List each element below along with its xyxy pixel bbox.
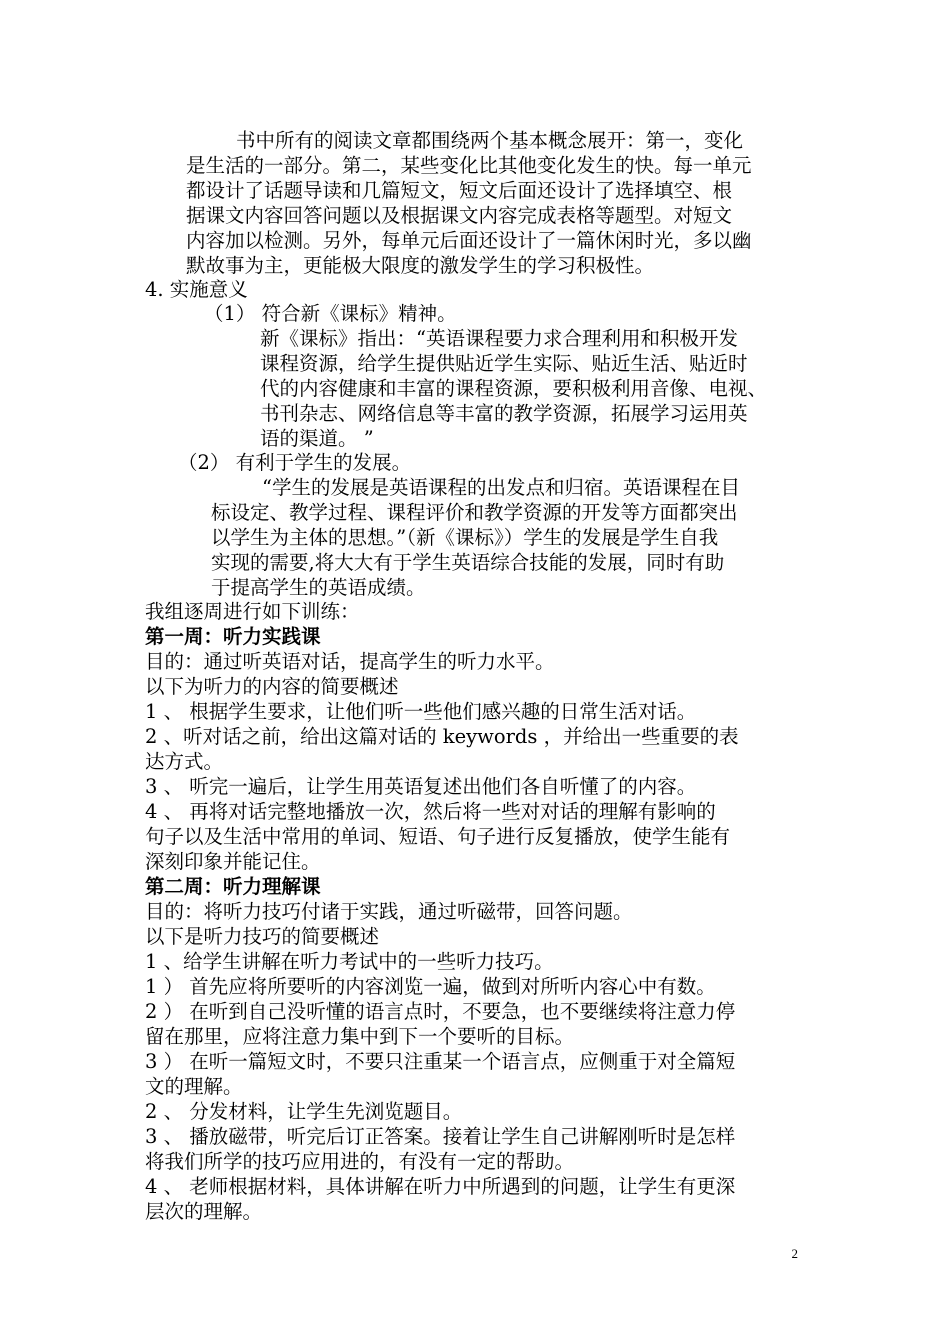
week-line: 深刻印象并能记住。 [145, 850, 321, 873]
item-title: （1） 符合新《课标》精神。 [204, 302, 457, 325]
intro-line: 都设计了话题导读和几篇短文，短文后面还设计了选择填空、根 [186, 179, 733, 202]
week-line: 句子以及生活中常用的单词、短语、句子进行反复播放，使学生能有 [145, 825, 731, 848]
item-title: （2） 有利于学生的发展。 [178, 451, 412, 474]
week-line: 以下是听力技巧的简要概述 [145, 925, 380, 948]
item-line: 实现的需要,将大大有于学生英语综合技能的发展，同时有助 [211, 551, 725, 574]
item-line: 标设定、教学过程、课程评价和教学资源的开发等方面都突出 [211, 501, 738, 524]
training-intro: 我组逐周进行如下训练： [145, 600, 360, 623]
week-heading: 第二周：听力理解课 [145, 875, 321, 898]
week-line: 3 、 播放磁带，听完后订正答案。接着让学生自己讲解刚听时是怎样 [145, 1125, 736, 1148]
week-line: 2 ） 在听到自己没听懂的语言点时，不要急，也不要继续将注意力停 [145, 1000, 736, 1023]
week-line: 目的：通过听英语对话，提高学生的听力水平。 [145, 650, 555, 673]
week-line: 层次的理解。 [145, 1200, 263, 1223]
intro-line: 据课文内容回答问题以及根据课文内容完成表格等题型。对短文 [186, 204, 733, 227]
intro-line: 是生活的一部分。第二，某些变化比其他变化发生的快。每一单元 [186, 154, 752, 177]
section-heading: 4. 实施意义 [145, 278, 248, 301]
intro-line: 默故事为主，更能极大限度的激发学生的学习积极性。 [186, 254, 655, 277]
intro-line: 内容加以检测。另外，每单元后面还设计了一篇休闲时光，多以幽 [186, 229, 752, 252]
item-line: 新《课标》指出：“英语课程要力求合理利用和积极开发 [260, 327, 738, 350]
item-line: 代的内容健康和丰富的课程资源，要积极利用音像、电视、 [260, 377, 768, 400]
item-line: “学生的发展是英语课程的出发点和归宿。英语课程在目 [262, 476, 740, 499]
intro-line: 书中所有的阅读文章都围绕两个基本概念展开：第一，变化 [236, 129, 744, 152]
item-line: 于提高学生的英语成绩。 [211, 576, 426, 599]
week-line: 2 、听对话之前，给出这篇对话的 keywords ，并给出一些重要的表 [145, 725, 739, 748]
week-line: 4 、 再将对话完整地播放一次，然后将一些对对话的理解有影响的 [145, 800, 716, 823]
week-line: 达方式。 [145, 750, 224, 773]
item-line: 语的渠道。 ” [260, 427, 374, 450]
week-line: 4 、 老师根据材料，具体讲解在听力中所遇到的问题，让学生有更深 [145, 1175, 736, 1198]
week-line: 1 、给学生讲解在听力考试中的一些听力技巧。 [145, 950, 554, 973]
week-line: 将我们所学的技巧应用进的，有没有一定的帮助。 [145, 1150, 575, 1173]
week-line: 以下为听力的内容的简要概述 [145, 675, 399, 698]
item-line: 以学生为主体的思想。”（新《课标》）学生的发展是学生自我 [211, 526, 719, 549]
week-line: 2 、 分发材料，让学生先浏览题目。 [145, 1100, 463, 1123]
week-heading: 第一周：听力实践课 [145, 625, 321, 648]
item-line: 书刊杂志、网络信息等丰富的教学资源，拓展学习运用英 [260, 402, 748, 425]
week-line: 目的：将听力技巧付诸于实践，通过听磁带，回答问题。 [145, 900, 633, 923]
week-line: 3 、 听完一遍后，让学生用英语复述出他们各自听懂了的内容。 [145, 775, 697, 798]
week-line: 1 ） 首先应将所要听的内容浏览一遍，做到对所听内容心中有数。 [145, 975, 716, 998]
item-line: 课程资源，给学生提供贴近学生实际、贴近生活、贴近时 [260, 352, 748, 375]
week-line: 1 、 根据学生要求，让他们听一些他们感兴趣的日常生活对话。 [145, 700, 697, 723]
page-number: 2 [791, 1246, 798, 1261]
week-line: 留在那里，应将注意力集中到下一个要听的目标。 [145, 1025, 575, 1048]
week-line: 文的理解。 [145, 1075, 243, 1098]
week-line: 3 ） 在听一篇短文时，不要只注重某一个语言点，应侧重于对全篇短 [145, 1050, 736, 1073]
